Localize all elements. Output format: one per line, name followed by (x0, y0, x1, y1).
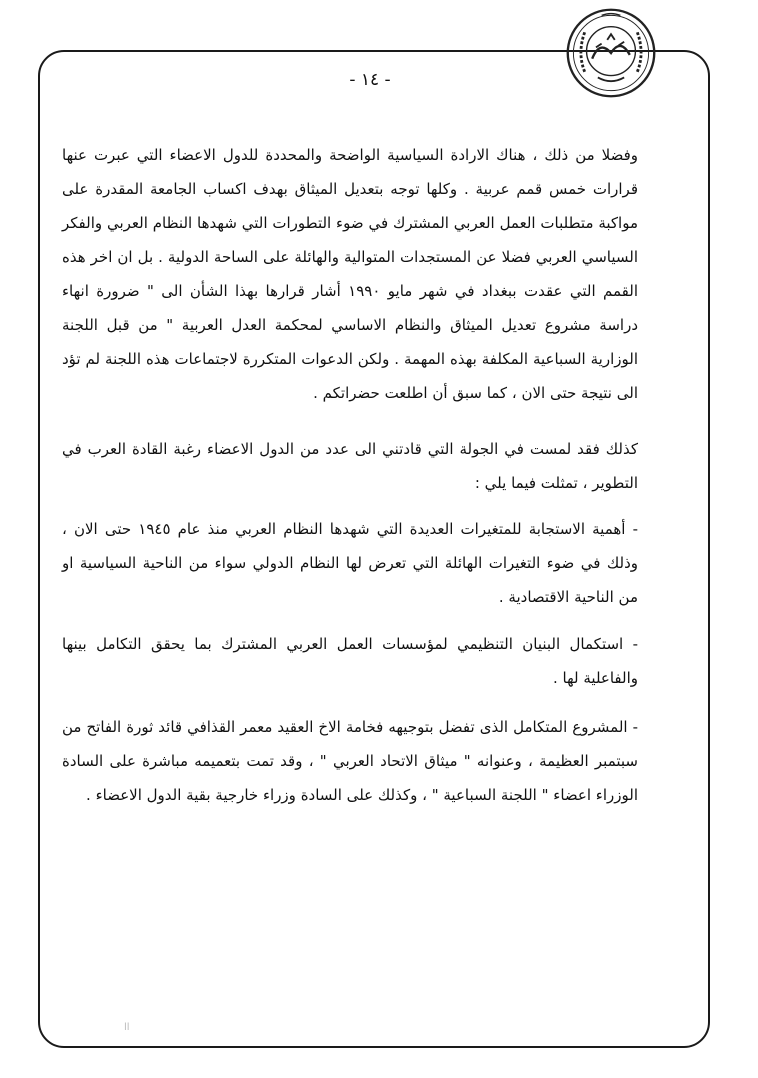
paragraph-2 (62, 432, 674, 500)
bullet-item-1-text: - أهمية الاستجابة للمتغيرات العديدة التي شهدها النظام العربي منذ عام ١٩٤٥ حتى الان ، وذلك في ضوء التغيرات الهائلة التي تعرض لها النظام الدولي سواء من الناحية السياسية او من الناحية الاقتصادية . (62, 520, 638, 606)
bullet-item-2-text: - استكمال البنيان التنظيمي لمؤسسات العمل العربي المشترك بما يحقق التكامل بينها والفاعلية لها . (62, 635, 638, 687)
paragraph-1-text: وفضلا من ذلك ، هناك الارادة السياسية الواضحة والمحددة للدول الاعضاء التي عبرت عنها قرارات خمس قمم عربية . وكلها توجه بتعديل الميثاق بهدف اكساب الجامعة المقدرة على مواكبة متطلبات العمل العربي المشترك في ضوء التطورات التي شهدها النظام العربي والفكر السياسي العربي فضلا عن المستجدات المتوالية والهائلة على الساحة الدولية . بل ان اخر هذه القمم التي عقدت ببغداد في شهر مايو ١٩٩٠ أشار قرارها بهذا الشأن الى " ضرورة انهاء دراسة مشروع تعديل الميثاق والنظام الاساسي لمحكمة العدل العربية " من قبل اللجنة الوزارية السباعية المكلفة بهذه المهمة . ولكن الدعوات المتكررة لاجتماعات هذه اللجنة لم تؤد الى نتيجة حتى الان ، كما سبق أن اطلعت حضراتكم . (62, 146, 638, 402)
paragraph-1 (62, 138, 674, 410)
margin-mark: ll (124, 1022, 130, 1033)
bullet-item-3 (62, 710, 674, 812)
bullet-item-2 (62, 627, 674, 695)
paragraph-2-text: كذلك فقد لمست في الجولة التي قادتني الى عدد من الدول الاعضاء رغبة القادة العرب في التطوير ، تمثلت فيما يلي : (62, 440, 638, 492)
page-number: - ١٤ - (349, 70, 391, 90)
bullet-item-1 (62, 512, 674, 614)
bullet-item-3-text: - المشروع المتكامل الذى تفضل بتوجيهه فخامة الاخ العقيد معمر القذافي قائد ثورة الفاتح من سبتمبر العظيمة ، وعنوانه " ميثاق الاتحاد العربي " ، وقد تمت بتعميمه مباشرة على السادة الوزراء اعضاء " اللجنة السباعية " ، وكذلك على السادة وزراء خارجية بقية الدول الاعضاء . (62, 718, 638, 804)
arab-league-emblem-icon (564, 6, 658, 100)
